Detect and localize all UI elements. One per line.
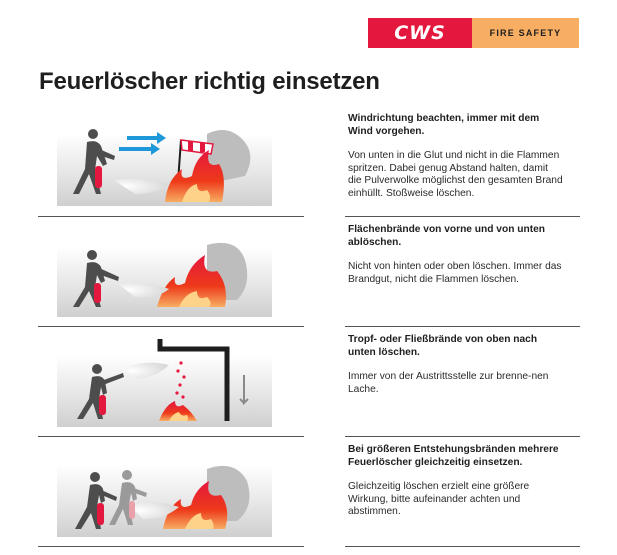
section-multiple-extinguishers [0, 437, 617, 547]
section-multiple-extinguishers-text [348, 444, 563, 519]
section-heading: Bei größeren Entstehungsbränden mehrere Feuerlöscher gleichzeitig einsetzen. [348, 444, 559, 468]
section-surface-fire [0, 217, 617, 327]
dripping-fire-illustration [57, 335, 272, 427]
brand-tagline: FIRE SAFETY [489, 28, 562, 38]
brand-logo-mark [368, 18, 472, 48]
section-heading: Windrichtung beachten, immer mit dem Wind vorgehen. [348, 113, 540, 137]
brand-logo-text: CWS [394, 22, 446, 44]
section-heading: Flächenbrände von vorne und von unten ablöschen. [348, 224, 545, 248]
page-title: Feuerlöscher richtig einsetzen [39, 68, 380, 95]
section-heading: Tropf- oder Fließbrände von oben nach unten löschen. [348, 334, 538, 358]
multiple-extinguishers-illustration [57, 445, 272, 537]
brand-tagline-box [472, 18, 579, 48]
wind-direction-illustration [57, 114, 272, 206]
section-divider [345, 546, 580, 547]
section-wind [0, 106, 617, 216]
section-divider [38, 546, 304, 547]
section-body: Von unten in die Glut und nicht in die Flammen spritzen. Dabei genug Abstand halten, damit die Pulverwolke möglichst den gesamten Brand einhüllt. Stoßweise löschen. [348, 150, 563, 199]
section-body: Gleichzeitig löschen erzielt eine größere Wirkung, bitte aufeinander achten und abstimmen. [348, 481, 530, 517]
section-dripping-fire [0, 327, 617, 437]
surface-fire-illustration [57, 225, 272, 317]
brand-logo [368, 18, 579, 48]
section-body: Immer von der Austrittsstelle zur brenne-nen Lache. [348, 371, 549, 395]
section-surface-fire-text [348, 224, 563, 286]
section-dripping-fire-text [348, 334, 563, 396]
section-body: Nicht von hinten oder oben löschen. Immer das Brandgut, nicht die Flammen löschen. [348, 261, 562, 285]
section-wind-text [348, 113, 563, 200]
